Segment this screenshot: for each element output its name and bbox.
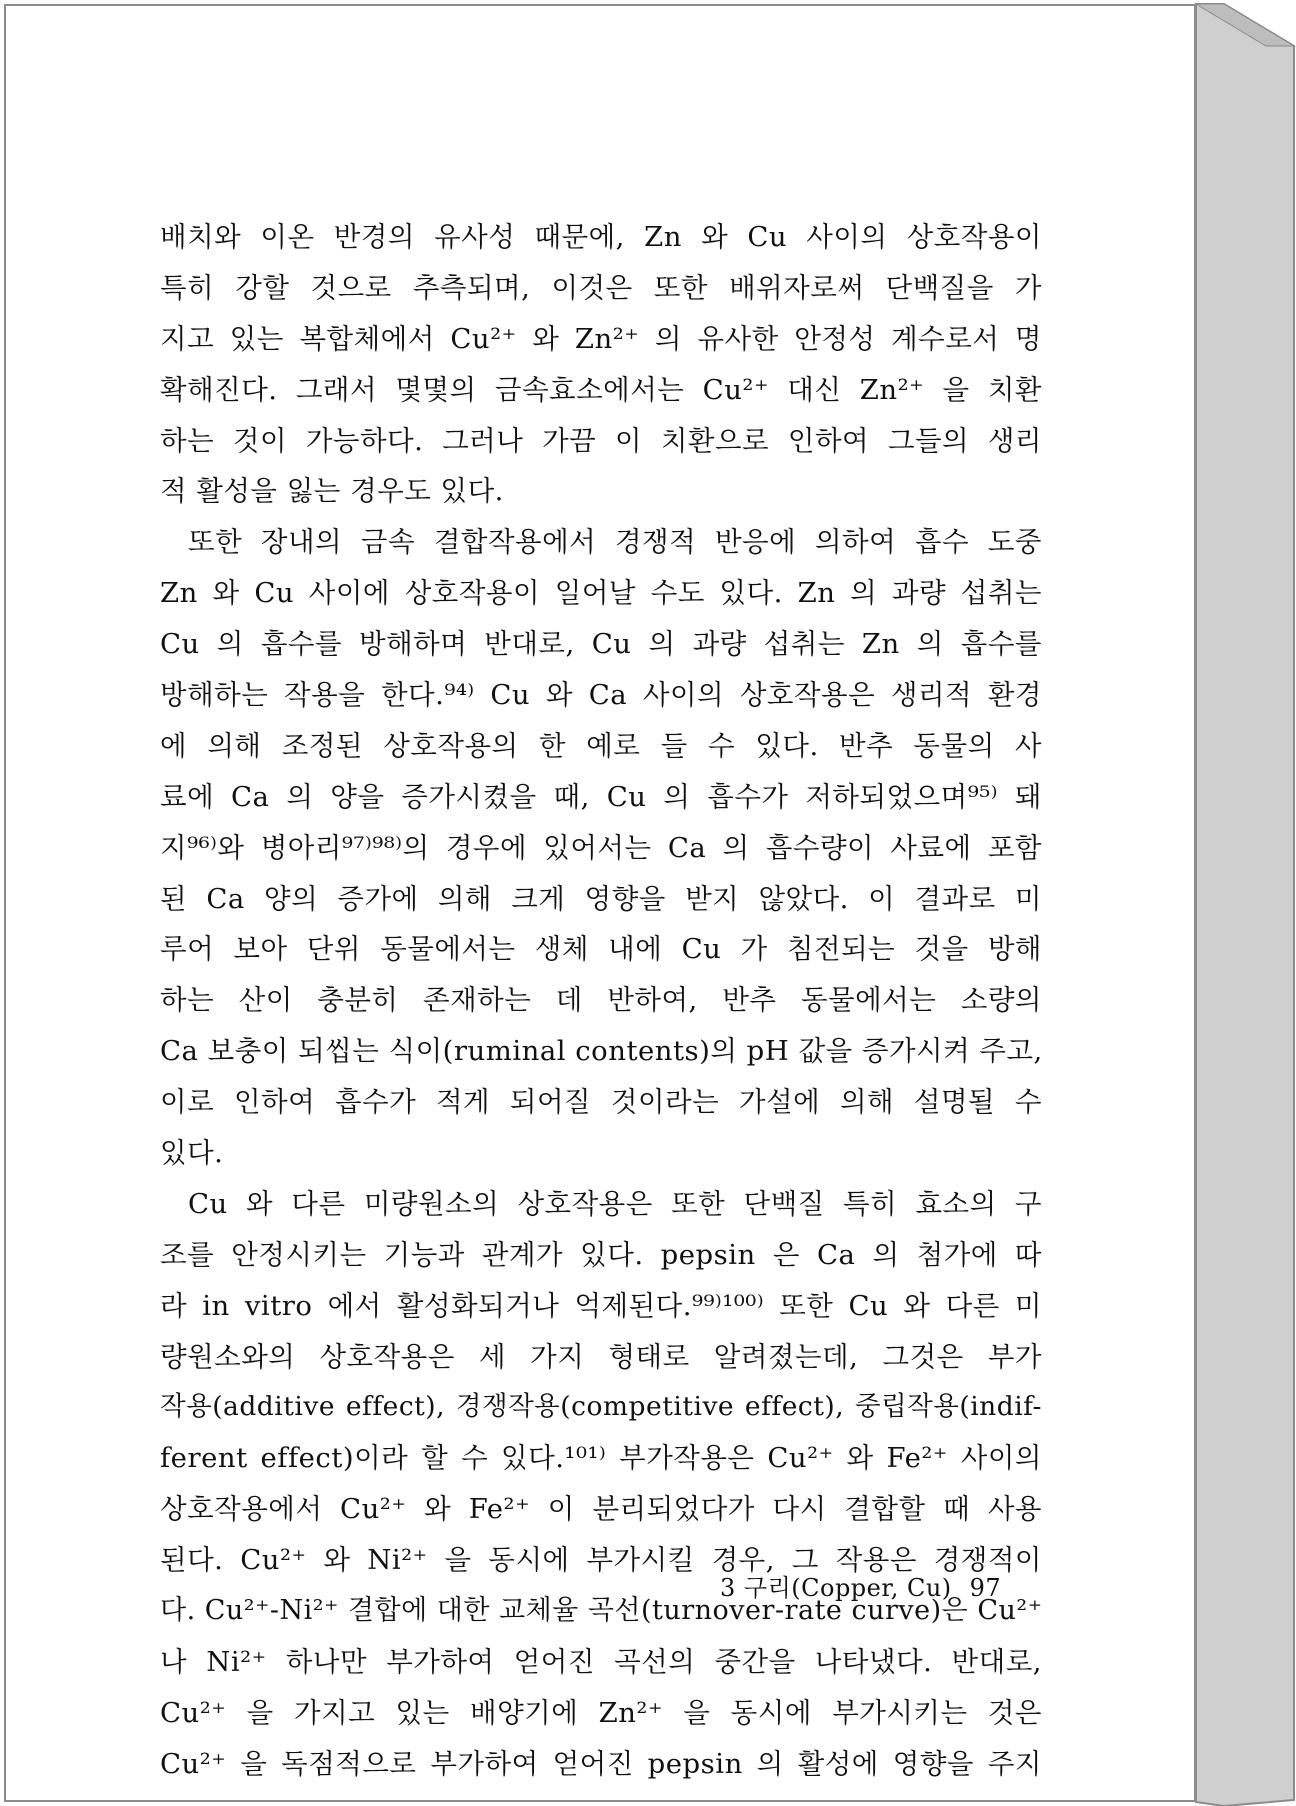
paragraph-1 bbox=[160, 212, 1042, 517]
text-line: 하는 산이 충분히 존재하는 데 반하여, 반추 동물에서는 소량의 bbox=[160, 984, 1042, 1017]
text-line: Cu²⁺ 을 독점적으로 부가하여 얻어진 pepsin 의 활성에 영향을 주지 bbox=[160, 1747, 1042, 1780]
text-line: 작용(additive effect), 경쟁작용(competitive effect), 중립작용(indif- bbox=[160, 1391, 1042, 1423]
text-line: 특히 강할 것으로 추측되며, 이것은 또한 배위자로써 단백질을 가 bbox=[160, 271, 1042, 304]
text-line: 또한 장내의 금속 결합작용에서 경쟁적 반응에 의하여 흡수 도중 bbox=[188, 526, 1042, 559]
text-line: 된다. Cu²⁺ 와 Ni²⁺ 을 동시에 부가시킬 경우, 그 작용은 경쟁적이 bbox=[160, 1544, 1042, 1577]
text-line: Zn 와 Cu 사이에 상호작용이 일어날 수도 있다. Zn 의 과량 섭취는 bbox=[160, 577, 1042, 610]
text-line: 루어 보아 단위 동물에서는 생체 내에 Cu 가 침전되는 것을 방해 bbox=[160, 933, 1042, 966]
text-line: 된 Ca 양의 증가에 의해 크게 영향을 받지 않았다. 이 결과로 미 bbox=[160, 882, 1042, 915]
text-line: 다. Cu²⁺-Ni²⁺ 결합에 대한 교체율 곡선(turnover-rate curve)은 Cu²⁺ bbox=[160, 1595, 1043, 1627]
text-line: 상호작용에서 Cu²⁺ 와 Fe²⁺ 이 분리되었다가 다시 결합할 때 사용 bbox=[160, 1493, 1042, 1526]
text-line: 지⁹⁶⁾와 병아리⁹⁷⁾⁹⁸⁾의 경우에 있어서는 Ca 의 흡수량이 사료에 포함 bbox=[160, 831, 1042, 864]
text-line: 배치와 이온 반경의 유사성 때문에, Zn 와 Cu 사이의 상호작용이 bbox=[160, 221, 1042, 253]
text-line: 량원소와의 상호작용은 세 가지 형태로 알려졌는데, 그것은 부가 bbox=[160, 1340, 1042, 1373]
text-line: 에 의해 조정된 상호작용의 한 예로 들 수 있다. 반추 동물의 사 bbox=[160, 729, 1042, 762]
text-line: 적 활성을 잃는 경우도 있다. bbox=[160, 475, 504, 508]
text-line: 조를 안정시키는 기능과 관계가 있다. pepsin 은 Ca 의 첨가에 따 bbox=[160, 1238, 1042, 1271]
text-line: 지고 있는 복합체에서 Cu²⁺ 와 Zn²⁺ 의 유사한 안정성 계수로서 명 bbox=[160, 322, 1042, 355]
text-line: 있다. bbox=[160, 1137, 224, 1170]
page-footer bbox=[720, 1568, 1020, 1603]
paragraph-2 bbox=[160, 517, 1042, 1179]
text-line: 라 in vitro 에서 활성화되거나 억제된다.⁹⁹⁾¹⁰⁰⁾ 또한 Cu 와 다른 미 bbox=[160, 1289, 1042, 1322]
page-body bbox=[160, 212, 1042, 1790]
text-line: 확해진다. 그래서 몇몇의 금속효소에서는 Cu²⁺ 대신 Zn²⁺ 을 치환 bbox=[160, 373, 1042, 406]
text-line: Cu 의 흡수를 방해하며 반대로, Cu 의 과량 섭취는 Zn 의 흡수를 bbox=[160, 628, 1042, 661]
paragraph-3 bbox=[160, 1179, 1042, 1790]
text-line: Cu 와 다른 미량원소의 상호작용은 또한 단백질 특히 효소의 구 bbox=[188, 1187, 1042, 1220]
running-title: 3 구리(Copper, Cu) bbox=[720, 1574, 952, 1602]
text-line: 이로 인하여 흡수가 적게 되어질 것이라는 가설에 의해 설명될 수 bbox=[160, 1086, 1042, 1119]
text-line: 나 Ni²⁺ 하나만 부가하여 얻어진 곡선의 중간을 나타냈다. 반대로, bbox=[160, 1645, 1042, 1678]
text-line: ferent effect)이라 할 수 있다.¹⁰¹⁾ 부가작용은 Cu²⁺ 와 Fe²⁺ 사이의 bbox=[160, 1442, 1042, 1475]
page-number: 97 bbox=[969, 1574, 1002, 1602]
text-line: Ca 보충이 되씹는 식이(ruminal contents)의 pH 값을 증가시켜 주고, bbox=[160, 1035, 1043, 1068]
text-line: 하는 것이 가능하다. 그러나 가끔 이 치환으로 인하여 그들의 생리 bbox=[160, 424, 1042, 457]
text-line: 료에 Ca 의 양을 증가시켰을 때, Cu 의 흡수가 저하되었으며⁹⁵⁾ 돼 bbox=[160, 780, 1042, 813]
text-line: Cu²⁺ 을 가지고 있는 배양기에 Zn²⁺ 을 동시에 부가시키는 것은 bbox=[160, 1696, 1042, 1729]
text-line: 방해하는 작용을 한다.⁹⁴⁾ Cu 와 Ca 사이의 상호작용은 생리적 환경 bbox=[160, 679, 1042, 712]
